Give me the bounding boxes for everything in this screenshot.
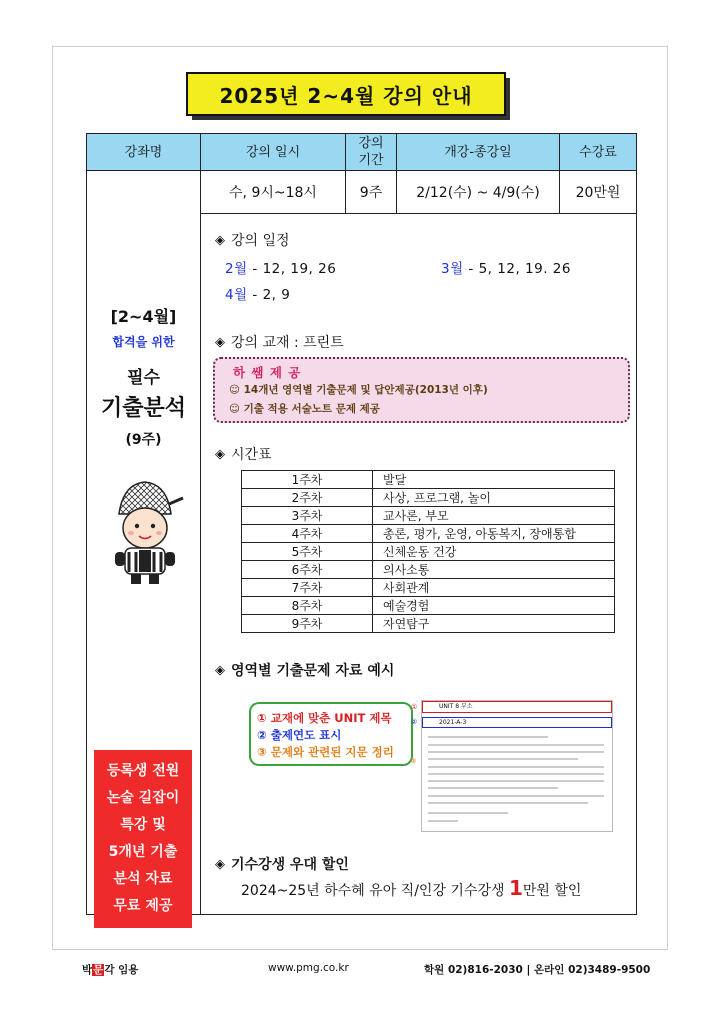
course-weeks: (9주) (125, 432, 162, 448)
discount-amount: 1 (508, 876, 523, 900)
table-row (242, 471, 615, 489)
course-subtitle: 합격을 위한 (112, 335, 175, 349)
table-row (242, 489, 615, 507)
marker-2: ② (411, 718, 418, 726)
week-cell: 7주차 (242, 579, 373, 597)
diamond-bullet-icon: ◈ (215, 662, 225, 678)
textbook-item: ☺ 14개년 영역별 기출문제 및 답안제공(2013년 이후) (229, 384, 488, 396)
schedule-mar (441, 257, 571, 277)
course-months: [2~4월] (110, 307, 177, 326)
schedule-heading (215, 230, 290, 250)
table-row (242, 597, 615, 615)
header-period-line2: 기간 (358, 153, 384, 168)
header-dates: 개강-종강일 (397, 134, 559, 170)
callout-item: ① 교재에 맞춘 UNIT 제목 (257, 711, 392, 725)
footer-brand-logo (82, 962, 138, 977)
course-name-column (87, 171, 200, 914)
table-row (242, 579, 615, 597)
diamond-bullet-icon: ◈ (215, 334, 225, 350)
promo-line: 무료 제공 (113, 898, 173, 914)
textbook-heading (215, 332, 344, 352)
callout-item: ② 출제연도 표시 (257, 728, 342, 742)
month-label: 3월 (441, 261, 464, 277)
textbook-box (213, 357, 630, 423)
footer-url[interactable]: www.pmg.co.kr (268, 962, 349, 974)
table-row (242, 543, 615, 561)
week-cell: 1주차 (242, 471, 373, 489)
promo-line: 등록생 전원 (106, 763, 180, 779)
month-dates: - 2, 9 (247, 287, 291, 303)
table-row (242, 507, 615, 525)
month-dates: - 12, 19, 26 (247, 261, 337, 277)
promo-line: 5개년 기출 (108, 844, 178, 860)
textbook-box-title: 하 쌤 제 공 (233, 365, 302, 380)
textbook-title: 강의 교재 : 프린트 (231, 335, 344, 351)
details-column (201, 214, 636, 914)
timetable-title: 시간표 (231, 447, 272, 463)
promo-line: 특강 및 (120, 817, 166, 833)
discount-text-before: 2024~25년 하수혜 유아 직/인강 기수강생 (241, 883, 509, 899)
title-banner (186, 72, 508, 120)
year-label: 2021-A-3 (439, 719, 467, 726)
cell-datetime: 수, 9시~18시 (229, 185, 317, 201)
month-label: 4월 (225, 287, 248, 303)
topic-cell: 사상, 프로그램, 놀이 (373, 489, 615, 507)
sample-text-lines (428, 733, 606, 825)
discount-text-after: 만원 할인 (522, 883, 582, 899)
table-row (242, 561, 615, 579)
promo-line: 분석 자료 (113, 871, 173, 887)
topic-cell: 사회관계 (373, 579, 615, 597)
cell-fee: 20만원 (575, 185, 621, 201)
topic-cell: 발달 (373, 471, 615, 489)
course-table (86, 133, 637, 915)
month-dates: - 5, 12, 19. 26 (463, 261, 571, 277)
topic-cell: 교사론, 부모 (373, 507, 615, 525)
brand-text: 박 (82, 964, 93, 976)
footer-contact: 학원 02)816-2030 | 온라인 02)3489-9500 (424, 964, 651, 976)
topic-cell: 의사소통 (373, 561, 615, 579)
sample-callout (249, 702, 413, 766)
week-cell: 5주차 (242, 543, 373, 561)
marker-1: ① (411, 703, 418, 711)
diamond-bullet-icon: ◈ (215, 856, 225, 872)
schedule-apr (225, 283, 290, 303)
week-cell: 3주차 (242, 507, 373, 525)
discount-title: 기수강생 우대 할인 (231, 857, 349, 873)
timetable-heading (215, 444, 272, 464)
cell-period: 9주 (359, 185, 383, 201)
table-row (242, 525, 615, 543)
course-title: 기출분석 (100, 396, 186, 421)
sample-heading (215, 660, 394, 680)
schedule-feb (225, 257, 336, 277)
callout-item: ③ 문제와 관련된 지문 정리 (257, 745, 394, 759)
unit-bar (411, 701, 612, 713)
promo-box (94, 750, 192, 928)
marker-3: ③ (410, 757, 417, 765)
header-course-name: 강좌명 (87, 134, 200, 170)
schedule-title: 강의 일정 (231, 233, 290, 249)
unit-label: UNIT 8 부소 (439, 703, 473, 710)
diamond-bullet-icon: ◈ (215, 446, 225, 462)
discount-text (241, 876, 581, 900)
discount-heading (215, 854, 349, 874)
week-cell: 6주차 (242, 561, 373, 579)
course-required: 필수 (127, 368, 160, 388)
header-period (346, 134, 396, 170)
brand-text: 문 (93, 964, 104, 976)
week-cell: 4주차 (242, 525, 373, 543)
brand-text: 각 임용 (104, 964, 139, 976)
week-cell: 2주차 (242, 489, 373, 507)
timetable (241, 470, 615, 633)
topic-cell: 예술경험 (373, 597, 615, 615)
year-bar (411, 717, 612, 728)
header-fee: 수강료 (560, 134, 636, 170)
mascot-illustration (105, 476, 185, 588)
week-cell: 9주차 (242, 615, 373, 633)
textbook-item: ☺ 기출 적용 서술노트 문제 제공 (229, 403, 380, 415)
page-title: 2025년 2~4월 강의 안내 (186, 72, 506, 116)
cell-dates: 2/12(수) ~ 4/9(수) (416, 185, 540, 201)
sample-title: 영역별 기출문제 자료 예시 (231, 663, 395, 679)
promo-line: 논술 길잡이 (106, 790, 180, 806)
sample-preview-image (410, 700, 613, 832)
topic-cell: 자연탐구 (373, 615, 615, 633)
topic-cell: 총론, 평가, 운영, 아동복지, 장애통합 (373, 525, 615, 543)
header-datetime: 강의 일시 (201, 134, 345, 170)
table-row (242, 615, 615, 633)
header-period-line1: 강의 (358, 136, 384, 151)
topic-cell: 신체운동 건강 (373, 543, 615, 561)
week-cell: 8주차 (242, 597, 373, 615)
month-label: 2월 (225, 261, 248, 277)
diamond-bullet-icon: ◈ (215, 232, 225, 248)
